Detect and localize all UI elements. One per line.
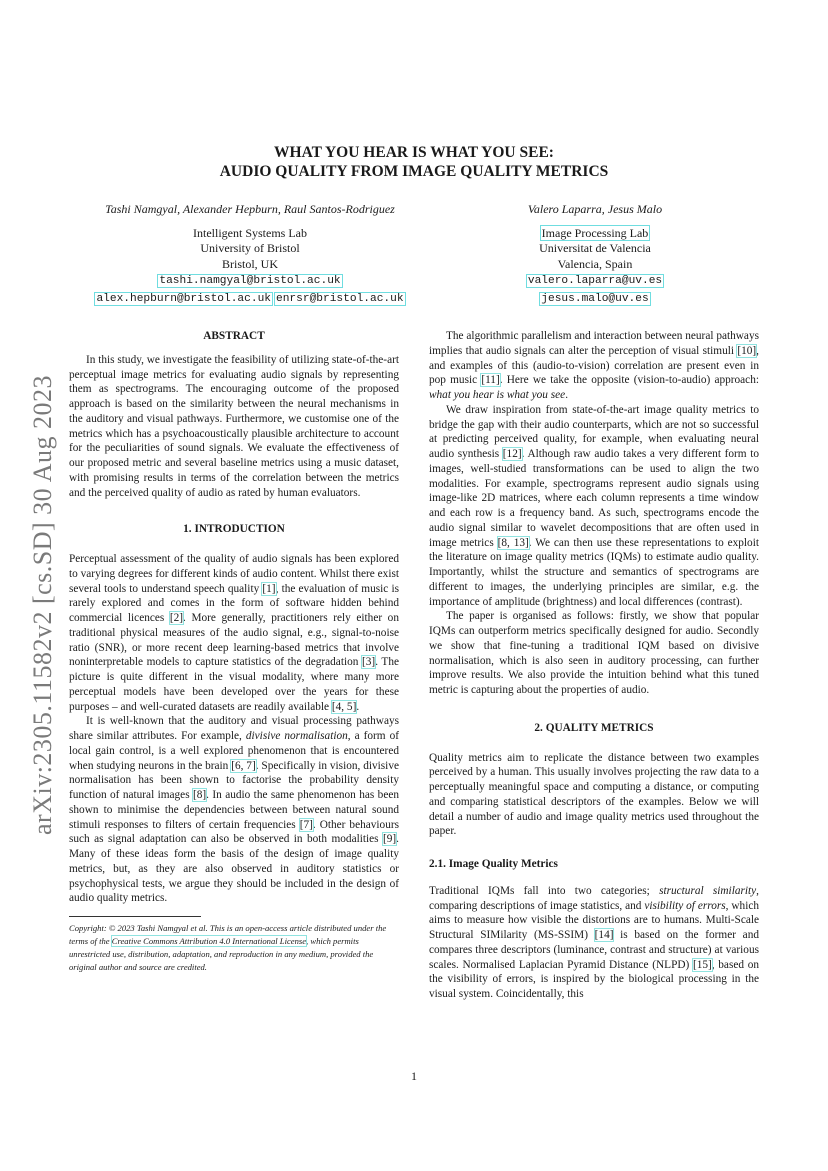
authors-valencia: Valero Laparra, Jesus Malo <box>527 202 663 216</box>
email-link[interactable]: enrsr@bristol.ac.uk <box>276 292 404 305</box>
citation-link[interactable]: [15] <box>692 958 712 971</box>
institution-name: University of Bristol <box>200 241 300 255</box>
arxiv-identifier: arXiv:2305.11582v2 [cs.SD] 30 Aug 2023 <box>28 374 58 836</box>
email-link[interactable]: tashi.namgyal@bristol.ac.uk <box>159 275 341 287</box>
citation-link[interactable]: [8, 13] <box>497 536 529 549</box>
citation-link[interactable]: [3] <box>362 656 376 669</box>
citation-link[interactable]: [8] <box>192 789 207 801</box>
section-heading-introduction: 1. INTRODUCTION <box>183 523 285 536</box>
license-link[interactable]: Creative Commons Attribution 4.0 International License <box>111 936 307 946</box>
location: Valencia, Spain <box>557 256 633 271</box>
citation-link[interactable]: [7] <box>299 818 313 831</box>
citation-link[interactable]: [9] <box>382 833 397 846</box>
right-column <box>429 329 759 1002</box>
intro-paragraph-3: The algorithmic parallelism and interaction between neural pathways implies that audio signals can alter the perception of visual stimuli [10], and examples of this (audio-to-vision) correlation are present even in pop music [11]. Here we take the opposite (vision-to-audio) approach: what you hear is what you see. <box>429 330 759 401</box>
email-link[interactable]: valero.laparra@uv.es <box>527 275 663 287</box>
subsection-heading-iqm: 2.1. Image Quality Metrics <box>429 858 558 870</box>
citation-link[interactable]: [10] <box>737 344 757 357</box>
authors-bristol: Tashi Namgyal, Alexander Hepburn, Raul Santos-Rodriguez <box>105 202 395 216</box>
intro-paragraph-2: It is well-known that the auditory and visual processing pathways share similar attributes. For example, divisive normalisation, a form of local gain control, is a well explored phenomenon that is encountered when studying neurons in the brain [6, 7]. Specifically in vision, divisive normalisation has been shown to factorise the probability density function of natural images [8]. In audio the same phenomenon has been shown to minimise the dependencies between between natural sound stimuli responses to filters of certain frequencies [7]. Other behaviours such as signal adaptation can also be observed in both modalities [9]. Many of these ideas form the basis of the design of image quality metrics, but, as they are also observed in auditory statistics or psychophysical tests, we argue they should be included in the design of audio quality metrics. <box>69 715 399 905</box>
citation-link[interactable]: [4, 5] <box>331 700 357 713</box>
abstract-heading: ABSTRACT <box>203 330 265 342</box>
paper-title <box>70 143 758 181</box>
citation-link[interactable]: [14] <box>594 929 614 941</box>
iqm-paragraph: Traditional IQMs fall into two categories; structural similarity, comparing descriptions of image statistics, and visibility of errors, which aims to measure how visible the distortions are to humans. Multi-Scale Structural SIMilarity (MS-SSIM) [14] is based on the former and compares three descriptors (luminance, contrast and structure) at various scales. Normalised Laplacian Pyramid Distance (NLPD) [15], based on the visibility of errors, is inspired by the biological processing in the visual system. Coincidentally, this <box>429 884 760 1000</box>
copyright-footnote: Copyright: © 2023 Tashi Namgyal et al. This is an open-access article distributed under the terms of the Creative Commons Attribution 4.0 International License, which permits unrestricted use, distribution, adaptation, and reproduction in any medium, provided the original author and source are credited. <box>69 923 387 972</box>
email-link[interactable]: alex.hepburn@bristol.ac.uk <box>96 292 271 305</box>
institution-name: Universitat de Valencia <box>539 241 651 255</box>
lab-link[interactable]: Image Processing Lab <box>541 225 649 240</box>
citation-link[interactable]: [1] <box>262 582 276 595</box>
page-number: 1 <box>411 1069 417 1083</box>
intro-paragraph-4: We draw inspiration from state-of-the-art image quality metrics to bridge the gap with their audio counterparts, which are not so successful at predicting perceived quality, for example, when evaluating neural audio synthesis [12]. Although raw audio takes a very different form to images, well-studied transformations can be used to align the two modalities. For example, spectrograms represent audio signals using image-like 2D matrices, where each column represents a time window and each row is a frequency band. As such, spectrograms encode the audio signal similar to wavelet decompositions that are often used in image metrics [8, 13]. We can then use these representations to exploit the literature on image quality metrics (IQMs) to estimate audio quality. Importantly, whilst the structure and semantics of spectrograms are different to images, the underlying principles are similar, e.g. the importance of amplitude (brightness) and local differences (contrast). <box>429 403 759 608</box>
affiliation-bristol <box>70 202 430 307</box>
title-line-2: AUDIO QUALITY FROM IMAGE QUALITY METRICS <box>219 163 609 180</box>
intro-paragraph-5: The paper is organised as follows: firstly, we show that popular IQMs can outperform metrics specifically designed for audio. Secondly we show that fine-tuning a traditional IQM based on divisive normalisation, which is also seen in auditory processing, can further improve results. We also provide the intuition behind what this tuned metric is capturing about the properties of audio. <box>429 610 759 696</box>
affiliation-valencia <box>490 202 700 307</box>
citation-link[interactable]: [2] <box>169 612 184 624</box>
citation-link[interactable]: [11] <box>481 374 500 387</box>
title-line-1: WHAT YOU HEAR IS WHAT YOU SEE: <box>274 144 554 161</box>
quality-metrics-paragraph: Quality metrics aim to replicate the distance between two examples perceived by a human. This usually involves projecting the raw data to a perceptually meaningful space and computing a distance, or computing and comparing statistical descriptors of the examples. Below we will detail a number of audio and image quality metrics used throughout the paper. <box>429 751 759 838</box>
section-heading-quality-metrics: 2. QUALITY METRICS <box>534 721 654 734</box>
location: Bristol, UK <box>221 256 278 271</box>
email-link[interactable]: jesus.malo@uv.es <box>541 292 649 305</box>
left-column <box>69 329 399 974</box>
lab-name: Intelligent Systems Lab <box>193 225 307 240</box>
citation-link[interactable]: [12] <box>502 448 522 460</box>
abstract-text: In this study, we investigate the feasibility of utilizing state-of-the-art perceptual image metrics for evaluating audio signals by representing them as spectrograms. The encouraging outcome of the proposed approach is based on the similarity between the neural mechanisms in the auditory and visual pathways. Furthermore, we customise one of the metrics which has a psychoacoustically plausible architecture to account for the peculiarities of sound signals. We evaluate the effectiveness of our proposed metric and several baseline metrics using a music dataset, with promising results in terms of the correlation between the metrics and the perceived quality of audio as rated by human evaluators. <box>69 353 399 499</box>
citation-link[interactable]: [6, 7] <box>231 759 256 772</box>
intro-paragraph-1: Perceptual assessment of the quality of audio signals has been explored to varying degrees for different kinds of audio content. Whilst there exist several tools to understand speech quality [1], the evaluation of music is rarely explored and comes in the form of software hidden behind commercial licences [2]. More generally, practitioners rely either on traditional physical measures of the audio signal, e.g., signal-to-noise ratio (SNR), or more recent deep learning-based metrics that involve noninterpretable models to capture statistics of the degradation [3]. The picture is quite different in the visual modality, where many more perceptual models have been developed over the years for these purposes – and well-curated datasets are readily available [4, 5]. <box>69 553 399 713</box>
footnote-divider <box>69 916 201 917</box>
